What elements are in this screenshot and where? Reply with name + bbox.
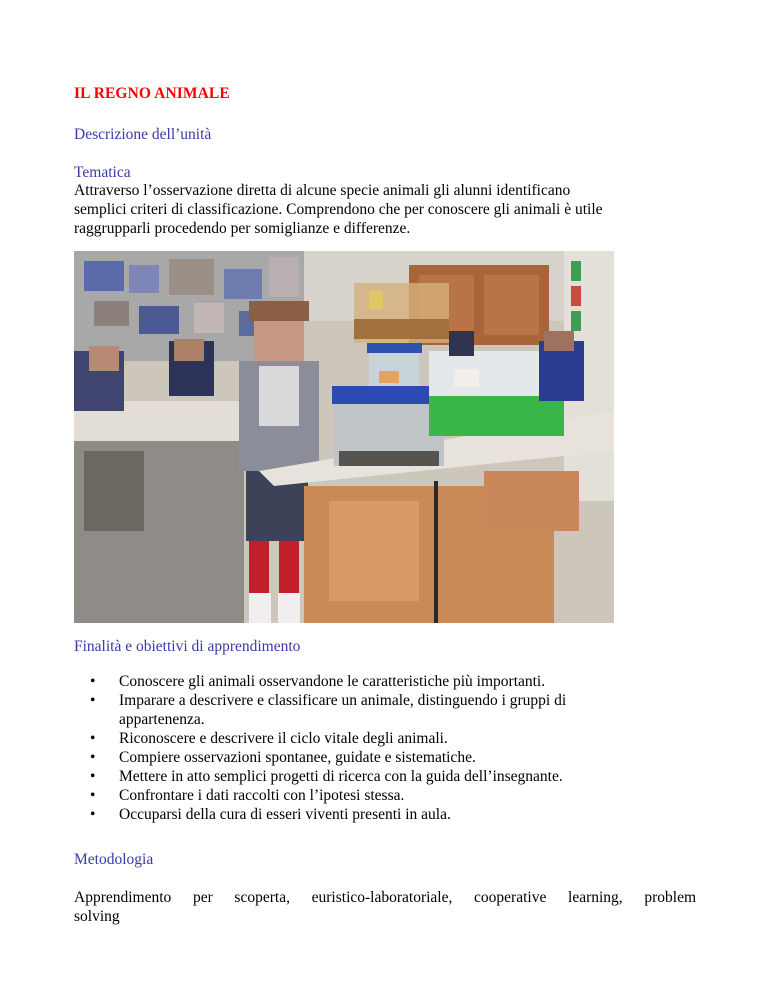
tematica-paragraph	[74, 181, 696, 238]
objective-text: Occuparsi della cura di esseri viventi presenti in aula.	[119, 806, 451, 823]
bullet-icon: •	[90, 730, 96, 747]
list-item	[74, 691, 696, 729]
bullet-icon: •	[90, 787, 96, 804]
section-heading-metodologia: Metodologia	[74, 851, 154, 868]
objectives-list	[74, 672, 696, 824]
bullet-icon: •	[90, 673, 96, 690]
objective-text-continuation: appartenenza.	[119, 711, 205, 728]
bullet-icon: •	[90, 749, 96, 766]
metodologia-line: solving	[74, 908, 120, 925]
list-item	[74, 767, 696, 786]
objective-text: Mettere in atto semplici progetti di ricerca con la guida dell’insegnante.	[119, 768, 563, 785]
list-item	[74, 748, 696, 767]
objective-text: Riconoscere e descrivere il ciclo vitale degli animali.	[119, 730, 448, 747]
tematica-line: raggrupparli procedendo per somiglianze e differenze.	[74, 220, 411, 237]
bullet-icon: •	[90, 768, 96, 785]
objective-text: Confrontare i dati raccolti con l’ipotesi stessa.	[119, 787, 405, 804]
list-item	[74, 672, 696, 691]
list-item	[74, 805, 696, 824]
bullet-icon: •	[90, 692, 96, 709]
objective-text: Conoscere gli animali osservandone le caratteristiche più importanti.	[119, 673, 546, 690]
objective-text: Compiere osservazioni spontanee, guidate e sistematiche.	[119, 749, 476, 766]
classroom-photo-illustration	[74, 251, 614, 623]
document-title: IL REGNO ANIMALE	[74, 85, 230, 102]
tematica-line: semplici criteri di classificazione. Comprendono che per conoscere gli animali è utile	[74, 201, 603, 218]
tematica-line: Attraverso l’osservazione diretta di alcune specie animali gli alunni identificano	[74, 182, 571, 199]
list-item	[74, 786, 696, 805]
list-item	[74, 729, 696, 748]
section-heading-finalita: Finalità e obiettivi di apprendimento	[74, 638, 301, 655]
section-heading-description: Descrizione dell’unità	[74, 126, 212, 143]
metodologia-line: Apprendimento per scoperta, euristico-laboratoriale, cooperative learning, problem	[74, 889, 696, 906]
bullet-icon: •	[90, 806, 96, 823]
metodologia-paragraph	[74, 888, 696, 926]
objective-text: Imparare a descrivere e classificare un animale, distinguendo i gruppi di	[119, 692, 567, 709]
classroom-photo	[74, 251, 614, 623]
section-heading-tematica: Tematica	[74, 164, 131, 181]
